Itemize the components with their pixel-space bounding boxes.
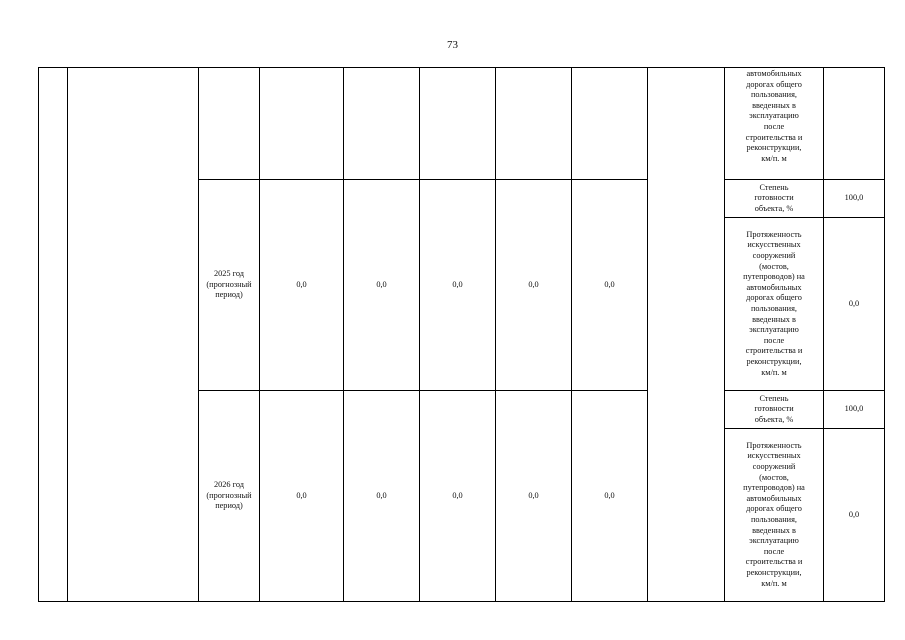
period-2025: 2025 год (прогнозный период) <box>206 269 252 300</box>
value-cell: 0,0 <box>452 279 463 289</box>
value-cell: 0,0 <box>296 279 307 289</box>
indicator-value-readiness: 100,0 <box>844 193 864 203</box>
value-cell: 0,0 <box>528 279 539 289</box>
indicator-name-continued: автомобильных дорогах общего пользования, введенных в эксплуатацию после строительства и реконструкции, км/п. м <box>745 69 803 163</box>
column-border <box>647 67 648 602</box>
indicator-name-readiness: Степень готовности объекта, % <box>754 393 794 424</box>
value-cell: 0,0 <box>452 490 463 500</box>
value-cell: 0,0 <box>604 490 615 500</box>
table-bottom-border <box>38 601 885 602</box>
indicator-value-structures-length: 0,0 <box>848 298 860 308</box>
indicator-value-readiness: 100,0 <box>844 404 864 414</box>
table-top-border <box>38 67 885 68</box>
indicator-name-structures-length: Протяженность искусственных сооружений (мостов, путепроводов) на автомобильных дорогах общего пользования, введенных в эксплуатацию после строительства и реконструкции, км/п. м <box>743 440 805 588</box>
value-cell: 0,0 <box>376 490 387 500</box>
value-cell: 0,0 <box>604 279 615 289</box>
indicator-name-readiness: Степень готовности объекта, % <box>754 182 794 213</box>
value-cell: 0,0 <box>376 279 387 289</box>
indicator-value-structures-length: 0,0 <box>848 509 860 519</box>
column-border <box>884 67 885 602</box>
page-number: 73 <box>447 39 458 51</box>
column-border <box>38 67 39 602</box>
column-border <box>67 67 68 602</box>
value-cell: 0,0 <box>528 490 539 500</box>
value-cell: 0,0 <box>296 490 307 500</box>
indicator-name-structures-length: Протяженность искусственных сооружений (мостов, путепроводов) на автомобильных дорогах общего пользования, введенных в эксплуатацию после строительства и реконструкции, км/п. м <box>743 229 805 377</box>
period-2026: 2026 год (прогнозный период) <box>206 480 252 511</box>
